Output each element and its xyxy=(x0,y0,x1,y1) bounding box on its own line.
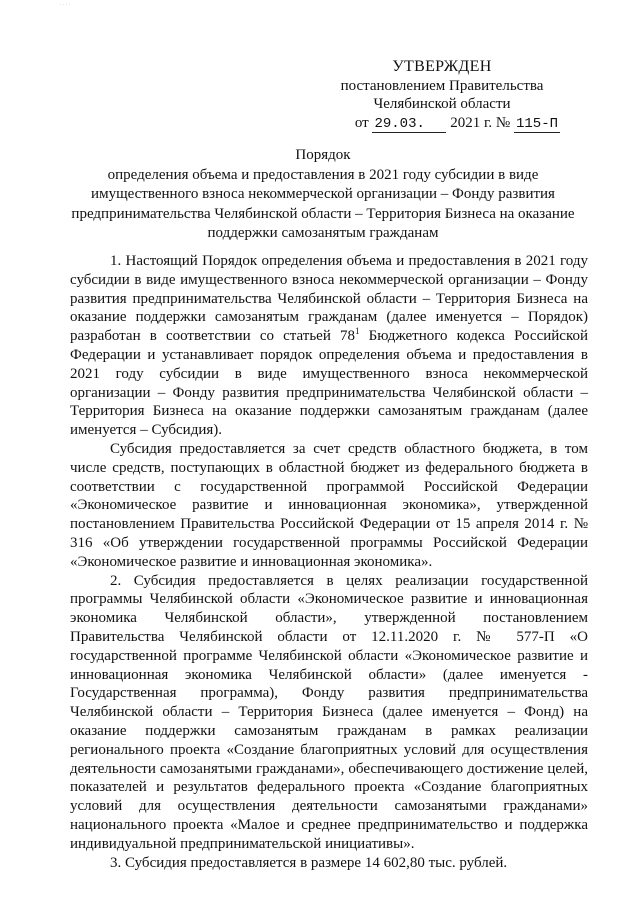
handwritten-number: 115-П xyxy=(516,115,559,132)
title-line-2: определения объема и предоставления в 2021 году субсидии в виде xyxy=(107,166,539,183)
title-line-3: имущественного взноса некоммерческой организации – Фонду развития xyxy=(91,186,555,203)
superscript: 1 xyxy=(355,326,360,337)
approval-date-line xyxy=(322,114,562,133)
title-line-5: поддержки самозанятым гражданам xyxy=(207,225,439,242)
document-body xyxy=(70,252,588,872)
year-number-text: 2021 г. № xyxy=(450,114,511,131)
handwritten-date: 29.03. xyxy=(372,117,446,133)
approval-line-3: Челябинской области xyxy=(373,96,511,112)
paragraph-3: 2. Субсидия предоставляется в целях реализации государственной программы Челябинской области «Экономическое развитие и инновационная экономика Челябинской области», утвержденной постановлением Правительства Челябинской области от 12.11.2020 г. № 577-П «О государственной программе Челябинской области «Экономическое развитие и инновационная экономика Челябинской области» (далее именуется - Государственная программа), Фонду развития предпринимательства Челябинской области – Территория Бизнеса (далее именуется – Фонд) на оказание поддержки самозанятым гражданам в рамках реализации регионального проекта «Создание благоприятных условий для осуществления деятельности самозанятыми гражданами», обеспечивающего достижение целей, показателей и результатов федерального проекта «Создание благоприятных условий для осуществления деятельности самозанятыми гражданами» национального проекта «Малое и среднее предпринимательство и поддержка индивидуальной предпринимательской инициативы». xyxy=(70,572,588,852)
title-line-4: предпринимательства Челябинской области – Территория Бизнеса на оказание xyxy=(71,205,575,222)
scan-artifact: · · · · xyxy=(60,3,71,8)
approval-stamp xyxy=(322,58,562,133)
title-line-1: Порядок xyxy=(295,147,351,163)
paragraph-4: 3. Субсидия предоставляется в размере 14 602,80 тыс. рублей. xyxy=(110,854,508,871)
paragraph-1-end: Бюджетного кодекса Российской Федерации и устанавливает порядок определения объема и предоставления в 2021 году субсидии в виде имущественного взноса некоммерческой организации – Фонду развития предпринимательства Челябинской области – Территория Бизнеса на оказание поддержки самозанятым гражданам (далее именуется – Субсидия). xyxy=(70,328,589,439)
paragraph-1-start: 1. Настоящий Порядок определения объема и предоставления в 2021 году субсидии в виде имущественного взноса некоммерческой организации – Фонду развития предпринимательства Челябинской области – Территория Бизнеса на оказание поддержки самозанятым гражданам (далее именуется – Порядок) разработан в соответствии со статьей 78 xyxy=(70,253,588,345)
document-title xyxy=(70,146,576,244)
paragraph-2: Субсидия предоставляется за счет средств областного бюджета, в том числе средств, поступающих в областной бюджет из федерального бюджета в соответствии с государственной программой Российской Федерации «Экономическое развитие и инновационная экономика», утвержденной постановлением Правительства Российской Федерации от 15 апреля 2014 г. № 316 «Об утверждении государственной программы Российской Федерации «Экономическое развитие и инновационная экономика». xyxy=(70,440,588,570)
approval-line-2: постановлением Правительства xyxy=(340,77,544,94)
approval-heading: УТВЕРЖДЕН xyxy=(392,58,492,75)
paragraph-1 xyxy=(70,252,588,440)
date-prefix: от xyxy=(354,114,369,131)
